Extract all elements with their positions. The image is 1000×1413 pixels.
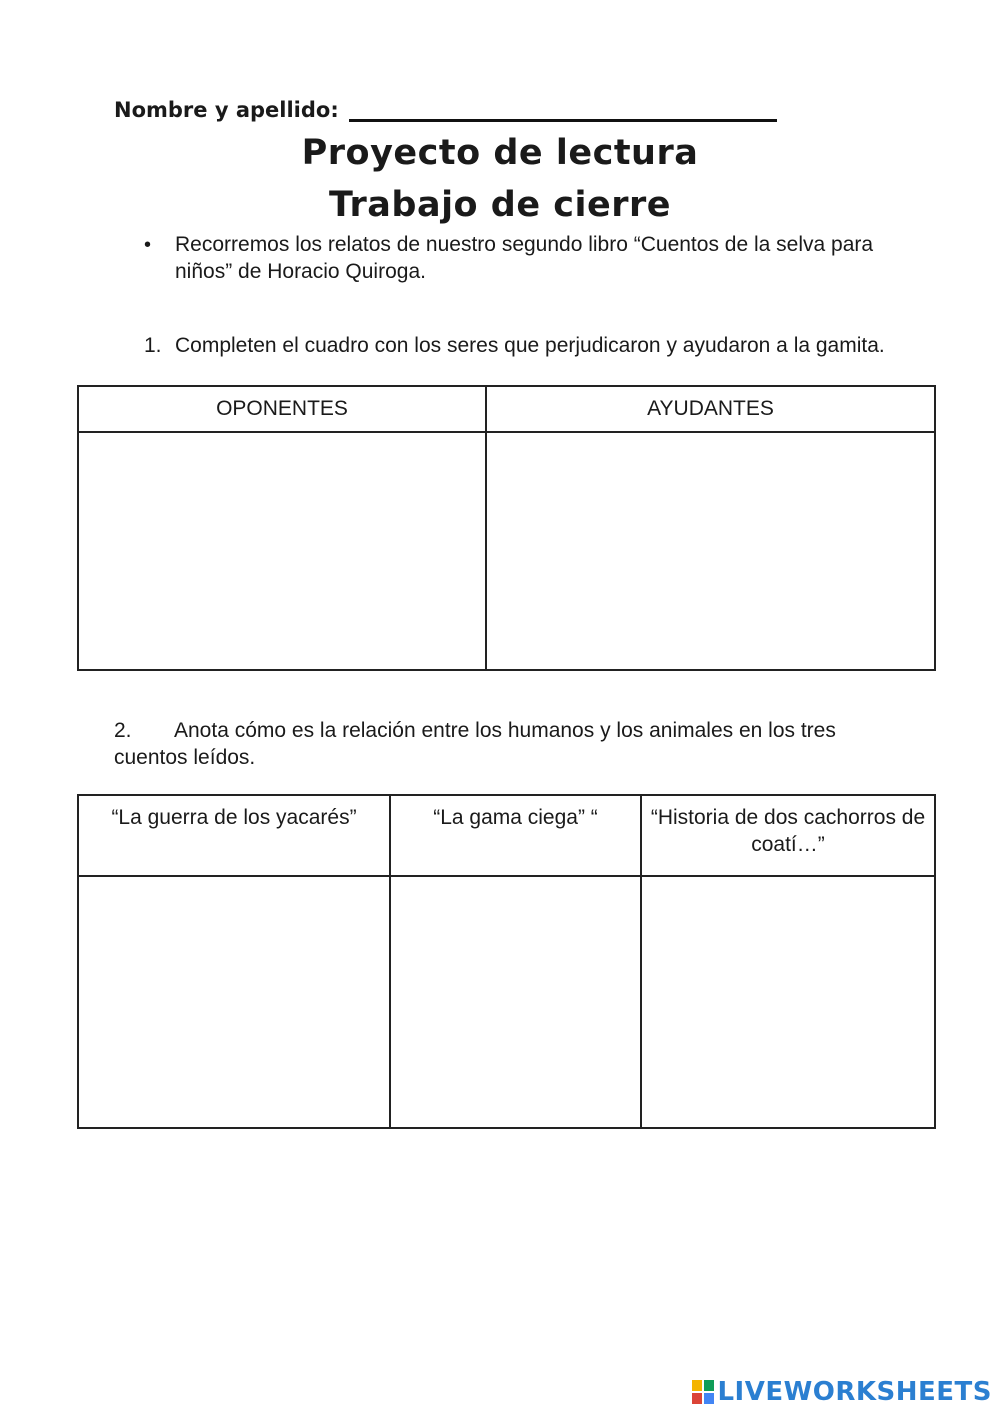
story-1-answer-cell[interactable] <box>78 876 390 1128</box>
question-2 <box>114 717 884 771</box>
question-2-number: 2. <box>114 719 132 742</box>
table-header-row <box>78 795 935 876</box>
header-story-1: “La guerra de los yacarés” <box>78 795 390 876</box>
bullet-icon: • <box>144 234 152 256</box>
stories-table <box>77 794 936 1129</box>
table-header-row <box>78 386 935 432</box>
story-2-answer-cell[interactable] <box>390 876 641 1128</box>
logo-square <box>692 1380 702 1391</box>
logo-square <box>704 1393 714 1404</box>
liveworksheets-logo-icon <box>692 1380 714 1404</box>
question-2-text: Anota cómo es la relación entre los humanos y los animales en los tres cuentos leídos. <box>114 719 836 769</box>
table-row <box>78 876 935 1128</box>
header-helpers: AYUDANTES <box>486 386 935 432</box>
liveworksheets-wordmark: LIVEWORKSHEETS <box>717 1377 992 1407</box>
name-field <box>114 98 777 122</box>
header-opponents: OPONENTES <box>78 386 486 432</box>
header-story-2: “La gama ciega” “ <box>390 795 641 876</box>
question-1-text: Completen el cuadro con los seres que perjudicaron y ayudaron a la gamita. <box>175 334 885 357</box>
name-label: Nombre y apellido: <box>114 98 339 122</box>
helpers-answer-cell[interactable] <box>486 432 935 670</box>
name-blank-line[interactable] <box>349 99 777 122</box>
table-row <box>78 432 935 670</box>
opponents-helpers-table <box>77 385 936 671</box>
logo-square <box>704 1380 714 1391</box>
logo-square <box>692 1393 702 1404</box>
page-subtitle: Trabajo de cierre <box>328 185 672 225</box>
opponents-answer-cell[interactable] <box>78 432 486 670</box>
page-title: Proyecto de lectura <box>301 133 699 173</box>
liveworksheets-logo <box>692 1377 992 1407</box>
story-3-answer-cell[interactable] <box>641 876 935 1128</box>
intro-text: Recorremos los relatos de nuestro segundo libro “Cuentos de la selva para niños” de Horacio Quiroga. <box>175 233 874 283</box>
header-story-3: “Historia de dos cachorros de coatí…” <box>641 795 935 876</box>
question-1-number: 1. <box>144 334 162 357</box>
